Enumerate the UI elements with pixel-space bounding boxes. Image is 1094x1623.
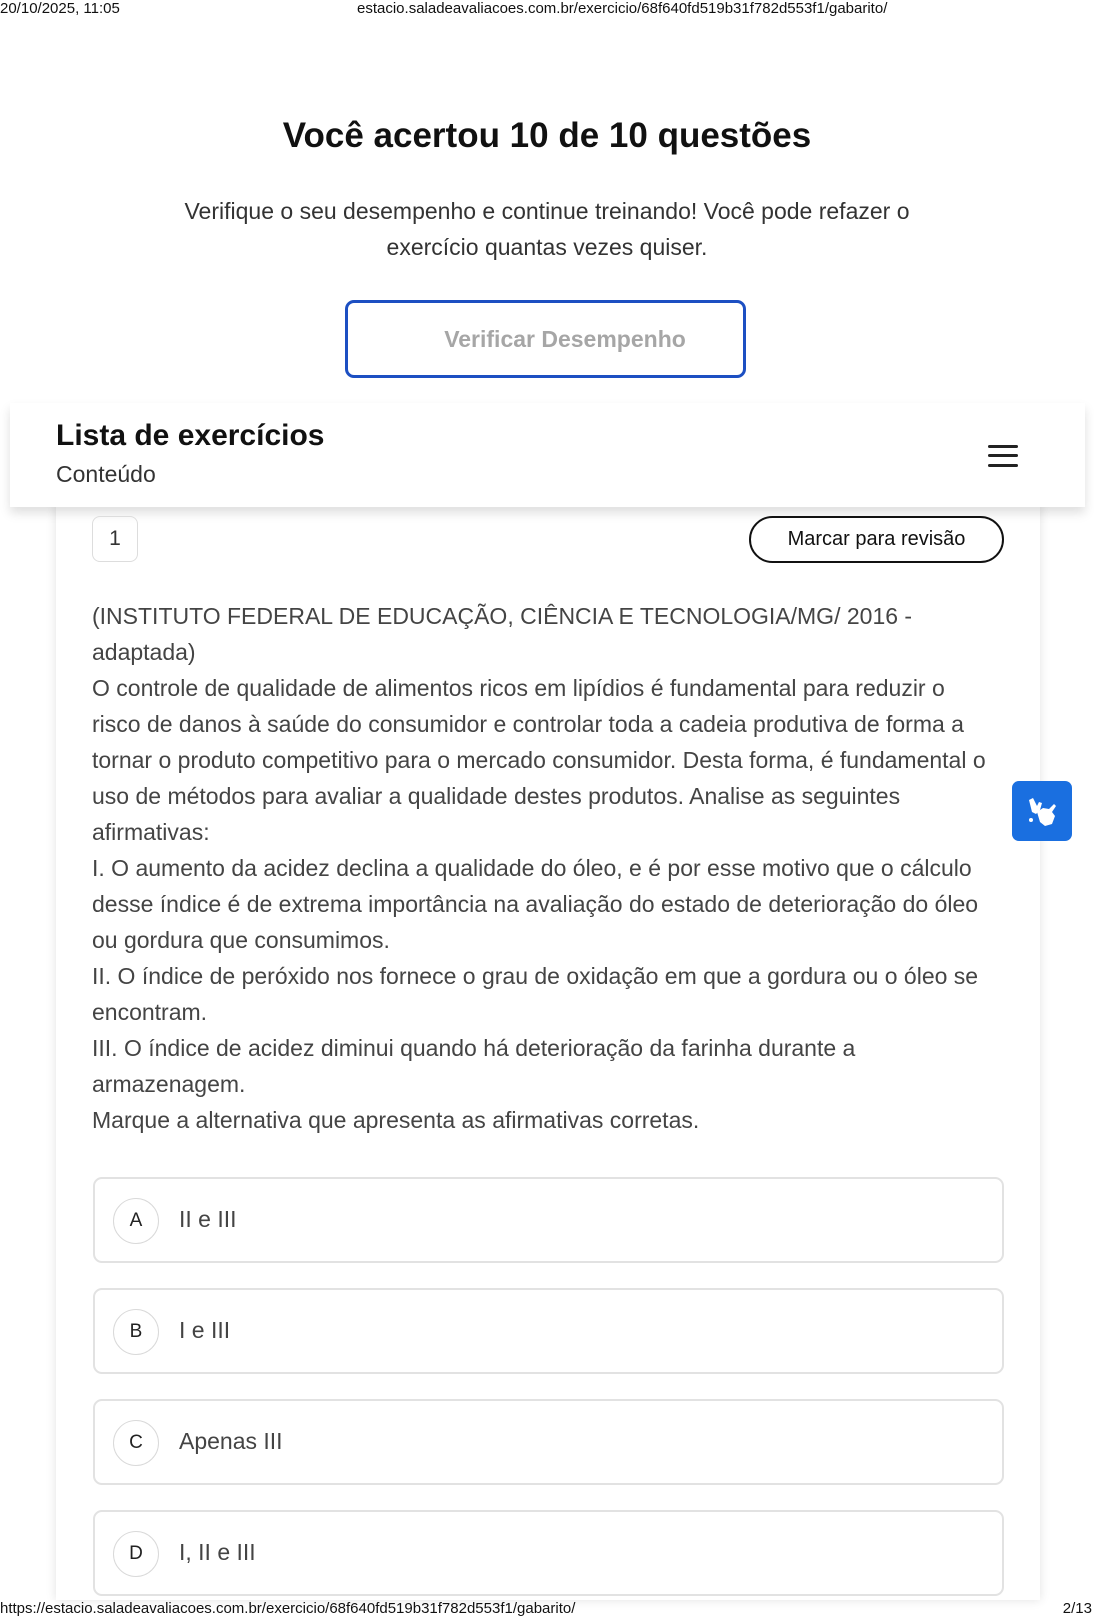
question-context: O controle de qualidade de alimentos ricos em lipídios é fundamental para reduzir o risco de danos à saúde do consumidor e controlar toda a cadeia produtiva de forma a tornar o produto competitivo para o mercado consumidor. Desta forma, é fundamental o uso de métodos para avaliar a qualidade destes produtos. Analise as seguintes afirmativas: [92,675,986,845]
result-subtitle-line2: exercício quantas vezes quiser. [386,234,708,260]
libras-accessibility-button[interactable] [1012,781,1072,841]
verify-performance-button[interactable]: Verificar Desempenho [345,300,746,378]
print-url: estacio.saladeavaliacoes.com.br/exercicio/68f640fd519b31f782d553f1/gabarito/ [357,0,888,17]
option-letter: B [113,1309,159,1355]
page-subtitle: Conteúdo [56,461,156,487]
option-c[interactable] [93,1399,1004,1485]
option-letter: C [113,1420,159,1466]
print-page-number: 2/13 [1062,1600,1092,1617]
option-letter: A [113,1198,159,1244]
print-header [0,0,1094,20]
mark-for-review-button[interactable]: Marcar para revisão [749,516,1004,563]
option-text: I e III [179,1317,231,1343]
option-text: Apenas III [179,1428,283,1454]
option-letter: D [113,1531,159,1577]
question-source: (INSTITUTO FEDERAL DE EDUCAÇÃO, CIÊNCIA E TECNOLOGIA/MG/ 2016 - adaptada) [92,603,913,665]
exercise-list-header [10,403,1085,507]
page-title: Lista de exercícios [56,419,325,452]
print-datetime: 20/10/2025, 11:05 [0,0,120,17]
hamburger-menu-icon[interactable] [988,445,1018,467]
option-text: I, II e III [179,1539,256,1565]
statement-i: I. O aumento da acidez declina a qualidade do óleo, e é por esse motivo que o cálculo desse índice é de extrema importância na avaliação do estado de deterioração do óleo ou gordura que consumimos. [92,855,979,953]
option-b[interactable] [93,1288,1004,1374]
statement-iii: III. O índice de acidez diminui quando há deterioração da farinha durante a armazenagem. [92,1035,856,1097]
question-prompt: Marque a alternativa que apresenta as afirmativas corretas. [92,1107,700,1133]
statement-ii: II. O índice de peróxido nos fornece o grau de oxidação em que a gordura ou o óleo se encontram. [92,963,979,1025]
libras-hands-icon [1023,792,1061,830]
result-subtitle [130,193,964,265]
question-statement [92,598,997,1138]
print-footer-url: https://estacio.saladeavaliacoes.com.br/exercicio/68f640fd519b31f782d553f1/gabarito/ [0,1600,576,1617]
result-title: Você acertou 10 de 10 questões [282,116,812,155]
question-number-badge[interactable]: 1 [92,516,138,562]
option-a[interactable] [93,1177,1004,1263]
print-footer [0,1600,1094,1622]
option-d[interactable] [93,1510,1004,1596]
option-text: II e III [179,1206,237,1232]
result-subtitle-line1: Verifique o seu desempenho e continue treinando! Você pode refazer o [184,198,910,224]
